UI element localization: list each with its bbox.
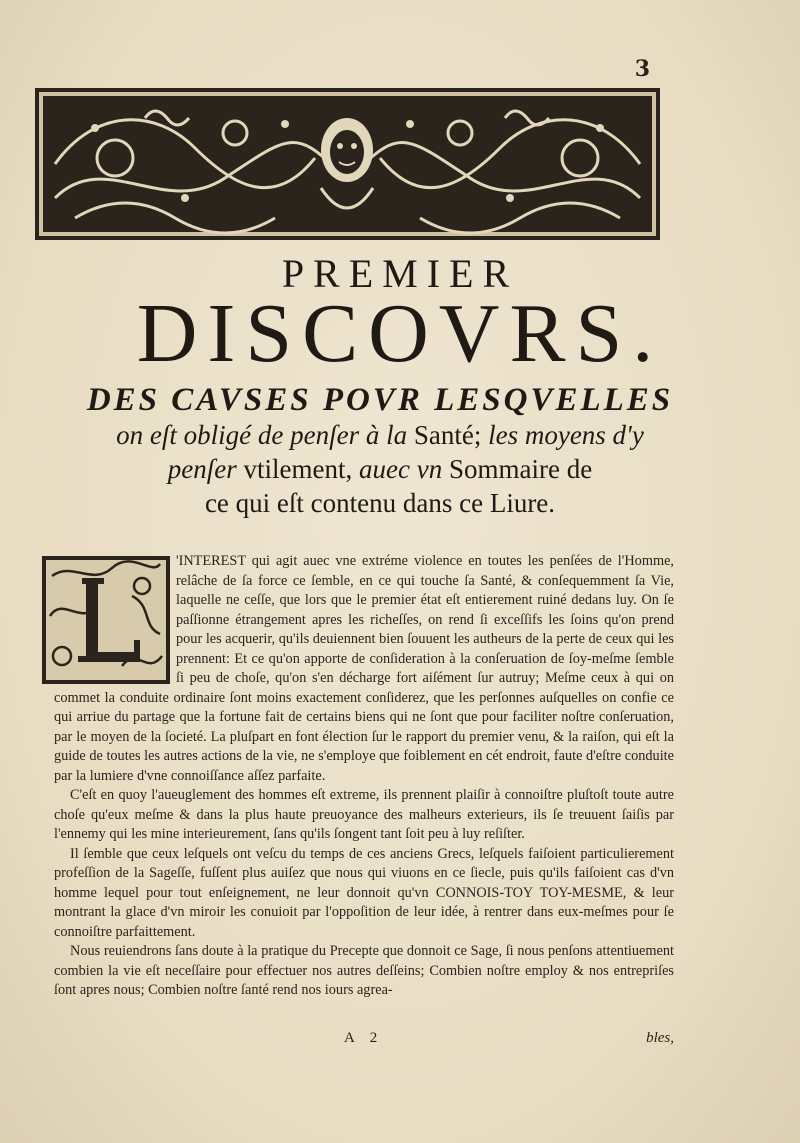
page-number: 3 xyxy=(634,56,650,82)
subtitle-line-2 xyxy=(60,419,700,453)
subtitle-line-2-italic: on eſt obligé de penſer à la xyxy=(116,420,408,450)
subtitle-line-3-italic: penſer xyxy=(167,453,237,484)
paragraph-3: Il ſemble que ceux leſquels ont veſcu du temps de ces anciens Grecs, leſquels faiſoient particulierement profeſſion de la Sageſſe, fuſſent plus auiſez que nous qui viuons en ce ſiecle, puis qu'ils faiſoient cas d'vn homme lequel pour tout enſeignement, ne leur donnoit qu'vn CONNOIS-TOY TOY-MESME, & leur montrant la glace d'vn miroir les conuioit par l'oppoſition de leur idée, à rentrer dans eux-meſmes pour ſe connoiſtre parfaittement. xyxy=(54,845,674,940)
subtitle-line-1: DES CAVSES POVR LESQVELLES xyxy=(86,382,674,418)
subtitle-line-3-roman: vtilement, xyxy=(243,453,353,484)
subtitle-line-4: ce qui eſt contenu dans ce Liure. xyxy=(204,487,556,518)
paragraph-1: 'INTEREST qui agit auec vne extréme violence en toutes les penſées de l'Homme, relâche de ſa force ce ſemble, en ce qui touche ſa Santé, & conſequemment ſa Vie, laquelle ne ceſſe, que lors que le premier état eſt entierement ruiné dedans luy. On ſe paſſionne étrangement apres les richeſſes, on rend ſi exceſſifs les ſoins qu'on prend pour les acquerir, qu'ils deuiennent bien ſouuent les autheurs de la perte de ceux qui les prennent: Et ce qu'on apporte de conſideration à la conſeruation de ſoy-meſme ſemble ſi peu de choſe, qu'on s'en décharge fort aiſément ſur autruy; Meſme ceux à qui on commet la conduite ordinaire ſont moins exactement conſiderez, que les perſonnes auſquelles on confie ce qui arriue du partage que la fortune fait de certains biens qui ne ſont que pour faciliter noſtre conſeruation, par le moyen de la ſocieté. La pluſpart en font élection ſur le rapport du premier venu, & la raiſon, qui eſt la guide de toutes les autres actions de la vie, ne s'employe que foiblement en cét endroit, faute d'eſtre conduite par la lumiere d'vne connoiſſance aſſez parfaite. xyxy=(54,553,674,784)
paragraph-2: C'eſt en quoy l'aueuglement des hommes eſt extreme, ils prennent plaiſir à connoiſtre pluſtoſt toute autre choſe qu'eux meſme & dans la plus haute preuoyance des malheurs exterieurs, ils ſe treuuent ſaiſis par l'ennemy qui les mine interieurement, ſans qu'ils ſongent tant ſoit peu à luy reſiſter. xyxy=(54,787,674,842)
title-discours: DISCOVRS. xyxy=(136,287,664,380)
chapter-subtitle xyxy=(60,382,700,520)
paragraph-4: Nous reuiendrons ſans doute à la pratique du Precepte que donnoit ce Sage, ſi nous penſons attentiuement combien la vie eſt neceſſaire pour effectuer nos autres deſſeins; Combien noſtre employ & nos entrepriſes ſont apres nous; Combien noſtre ſanté rend nos iours agrea- xyxy=(54,943,674,998)
signature-mark: A 2 xyxy=(344,1030,384,1046)
subtitle-line-2-italic-b: les moyens d'y xyxy=(488,420,644,450)
title-premier: PREMIER xyxy=(281,251,519,296)
page-footer xyxy=(54,1030,674,1050)
subtitle-line-3 xyxy=(60,453,700,487)
subtitle-line-3-roman-b: Sommaire de xyxy=(448,453,593,484)
drop-cap-space xyxy=(54,552,176,688)
body-text xyxy=(54,552,674,1001)
ornamental-headpiece-icon xyxy=(35,88,660,240)
subtitle-line-3-italic-b: auec vn xyxy=(359,453,443,484)
catchword: bles, xyxy=(646,1030,674,1046)
subtitle-line-2-roman: Santé; xyxy=(413,420,482,450)
